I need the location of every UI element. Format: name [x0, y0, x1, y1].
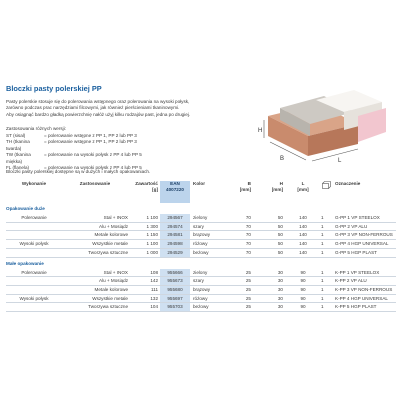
- cell-b: 25: [223, 269, 253, 277]
- cell-wykonanie: [6, 277, 62, 286]
- b-dimension-label: B: [280, 156, 285, 162]
- cell-wykonanie: [6, 248, 62, 257]
- cell-ean: 955673: [160, 277, 190, 286]
- cell-zawartosc: 1 300: [130, 222, 160, 231]
- cell-wykonanie: [6, 285, 62, 294]
- variant-code: ST (sisal): [6, 133, 26, 138]
- cell-l: 90: [285, 294, 321, 303]
- variant-code: TH (tkanina twarda): [6, 139, 30, 151]
- intro-text: [6, 99, 216, 118]
- section-heading: Małe opakowanie: [6, 260, 44, 266]
- cell-oznaczenie: K-PP 4 HGP UNIVERSAL: [331, 294, 396, 303]
- cell-wykonanie: [6, 222, 62, 231]
- col-header-text: EAN: [170, 181, 180, 186]
- cell-b: 25: [223, 303, 253, 312]
- cell-b: 70: [223, 231, 253, 240]
- cell-ean: 294574: [160, 222, 190, 231]
- variant-text: = polerowanie na wysoki połysk z PP 4 lub PP 5: [44, 165, 142, 171]
- cell-h: 30: [253, 269, 285, 277]
- col-header-b: [223, 181, 253, 203]
- cell-zawartosc: 1 100: [130, 240, 160, 249]
- table-row: [6, 248, 396, 257]
- cell-h: 30: [253, 285, 285, 294]
- col-header-box: [321, 181, 331, 203]
- cell-oznaczenie: G-PP 2 VP ALU: [331, 222, 396, 231]
- cell-zawartosc: 111: [130, 285, 160, 294]
- cell-h: 50: [253, 214, 285, 222]
- cell-box: 1: [321, 269, 331, 277]
- intro-line: Pasty polerskie stosuje się do polerowania wstępnego oraz polerowania na wysoki połysk,: [6, 99, 190, 104]
- cell-zastosowanie: Metale kolorowe: [62, 285, 130, 294]
- cell-oznaczenie: G-PP 1 VP STEELOX: [331, 214, 396, 222]
- page-title: Bloczki pasty polerskiej PP: [6, 84, 102, 93]
- col-header-unit: [g]: [152, 187, 158, 192]
- variant-item: [6, 139, 142, 152]
- cell-zawartosc: 142: [130, 277, 160, 286]
- col-header-ean: [160, 181, 190, 203]
- cell-zastosowanie: Stal + INOX: [62, 269, 130, 277]
- cell-h: 30: [253, 277, 285, 286]
- cell-b: 25: [223, 285, 253, 294]
- table-row: [6, 303, 396, 312]
- cell-l: 140: [285, 222, 321, 231]
- col-header-zastosowanie: Zastosowanie: [79, 181, 111, 186]
- col-header-l: [285, 181, 321, 203]
- col-header-text: Zawartość: [135, 181, 158, 186]
- cell-box: 1: [321, 231, 331, 240]
- cell-box: 1: [321, 277, 331, 286]
- cell-zastosowanie: Wszystkie metale: [62, 240, 130, 249]
- variant-code: TW (tkanina miękka): [6, 152, 31, 164]
- table-row: [6, 240, 396, 249]
- col-header-h: [253, 181, 285, 203]
- cell-kolor: szary: [190, 277, 223, 286]
- cell-zawartosc: 108: [130, 269, 160, 277]
- cell-oznaczenie: K-PP 1 VP STEELOX: [331, 269, 396, 277]
- cell-zastosowanie: Alu + Mosiądz: [62, 222, 130, 231]
- col-header-sub: 4007220: [166, 187, 184, 192]
- table-row: [6, 269, 396, 277]
- cell-ean: 955666: [160, 269, 190, 277]
- section-heading: Opakowanie duże: [6, 206, 45, 211]
- col-header-zawartosc: [130, 181, 160, 203]
- variants-title: Zastosowania różnych wersji:: [6, 126, 66, 131]
- table-row: [6, 222, 396, 231]
- cell-ean: 955703: [160, 303, 190, 312]
- cell-l: 140: [285, 231, 321, 240]
- cell-wykonanie: Wysoki połysk: [6, 240, 62, 249]
- cell-ean: 294598: [160, 240, 190, 249]
- cell-l: 90: [285, 277, 321, 286]
- col-header-unit: [mm]: [239, 187, 251, 192]
- section-heading-row: [6, 257, 396, 269]
- cell-b: 70: [223, 240, 253, 249]
- cell-box: 1: [321, 285, 331, 294]
- cell-kolor: różowy: [190, 240, 223, 249]
- cell-box: 1: [321, 248, 331, 257]
- section-heading-row: [6, 203, 396, 214]
- cell-oznaczenie: K-PP 5 HGP PLAST: [331, 303, 396, 312]
- table-row: [6, 214, 396, 222]
- table-row: [6, 231, 396, 240]
- table-body: [6, 203, 396, 312]
- cell-kolor: beżowy: [190, 248, 223, 257]
- cell-oznaczenie: G-PP 4 HGP UNIVERSAL: [331, 240, 396, 249]
- cell-zawartosc: 1 000: [130, 248, 160, 257]
- cell-h: 50: [253, 231, 285, 240]
- variants-list: [6, 133, 142, 171]
- variant-code: FL (flanela): [6, 165, 30, 171]
- cell-wykonanie: Polerowanie: [6, 214, 62, 222]
- cell-l: 90: [285, 269, 321, 277]
- box-icon: [322, 181, 331, 189]
- cell-kolor: różowy: [190, 294, 223, 303]
- intro-line: Aby osiągnąć bardzo gładką powierzchnię nałóż użyj kilku rodzajów past, jedna po drugiej.: [6, 111, 191, 117]
- cell-ean: 294581: [160, 231, 190, 240]
- cell-h: 30: [253, 294, 285, 303]
- cell-oznaczenie: G-PP 5 HGP PLAST: [331, 248, 396, 257]
- cell-zastosowanie: Tworzywa sztuczne: [62, 303, 130, 312]
- cell-oznaczenie: K-PP 3 VP NON-FERROUS: [331, 285, 396, 294]
- cell-zawartosc: 104: [130, 303, 160, 312]
- cell-wykonanie: [6, 231, 62, 240]
- col-header-text: B: [247, 181, 251, 186]
- cell-zastosowanie: Wszystkie metale: [62, 294, 130, 303]
- cell-b: 70: [223, 222, 253, 231]
- cell-l: 140: [285, 240, 321, 249]
- cell-oznaczenie: K-PP 2 VP ALU: [331, 277, 396, 286]
- cell-ean: 955697: [160, 294, 190, 303]
- col-header-wykonanie: Wykonanie: [21, 181, 47, 186]
- intro-line: zarówno podczas prac narzędziami filcowymi, jak również pierścieniami tkaninowymi.: [6, 105, 180, 111]
- cell-h: 30: [253, 303, 285, 312]
- variant-text: = polerowanie na wysoki połysk z PP 4 lub PP 5: [44, 152, 142, 158]
- cell-kolor: zielony: [190, 269, 223, 277]
- col-header-text: H: [279, 181, 283, 186]
- cell-zawartosc: 1 100: [130, 214, 160, 222]
- cell-ean: 294567: [160, 214, 190, 222]
- paste-blocks-image: [258, 86, 392, 166]
- cell-kolor: zielony: [190, 214, 223, 222]
- availability-note: Bloczki pasty polerskiej dostępne są w dużych i małych opakowaniach.: [6, 169, 151, 174]
- h-dimension-label: H: [258, 128, 263, 134]
- cell-h: 50: [253, 248, 285, 257]
- cell-box: 1: [321, 240, 331, 249]
- cell-wykonanie: [6, 303, 62, 312]
- cell-kolor: beżowy: [190, 303, 223, 312]
- cell-b: 70: [223, 214, 253, 222]
- cell-zastosowanie: Alu + Mosiądz: [62, 277, 130, 286]
- cell-ean: 294529: [160, 248, 190, 257]
- cell-box: 1: [321, 303, 331, 312]
- cell-kolor: brązowy: [190, 231, 223, 240]
- cell-b: 25: [223, 277, 253, 286]
- cell-b: 25: [223, 294, 253, 303]
- cell-zastosowanie: Tworzywa sztuczne: [62, 248, 130, 257]
- cell-zastosowanie: Metale kolorowe: [62, 231, 130, 240]
- cell-h: 50: [253, 240, 285, 249]
- table-header-row: [6, 181, 396, 203]
- cell-kolor: szary: [190, 222, 223, 231]
- cell-b: 70: [223, 248, 253, 257]
- cell-l: 90: [285, 285, 321, 294]
- table-row: [6, 277, 396, 286]
- col-header-oznaczenie: Oznaczenie: [335, 181, 361, 186]
- cell-wykonanie: Wysoki połysk: [6, 294, 62, 303]
- col-header-unit: [mm]: [297, 187, 309, 192]
- product-table-wrap: [6, 181, 396, 312]
- variant-text: = polerowanie wstępne z PP 1, PP 2 lub PP 3: [44, 139, 137, 145]
- cell-wykonanie: Polerowanie: [6, 269, 62, 277]
- cell-zawartosc: 132: [130, 294, 160, 303]
- table-row: [6, 285, 396, 294]
- product-table: [6, 181, 396, 312]
- l-dimension-label: L: [338, 158, 342, 164]
- variant-text: = polerowanie wstępne z PP 1, PP 2 lub PP 3: [44, 133, 137, 138]
- cell-l: 140: [285, 248, 321, 257]
- cell-kolor: brązowy: [190, 285, 223, 294]
- table-row: [6, 294, 396, 303]
- cell-l: 90: [285, 303, 321, 312]
- cell-zastosowanie: Stal + INOX: [62, 214, 130, 222]
- cell-oznaczenie: G-PP 3 VP NON-FERROUS: [331, 231, 396, 240]
- col-header-text: L: [301, 181, 305, 186]
- col-header-kolor: Kolor: [193, 181, 205, 186]
- cell-box: 1: [321, 294, 331, 303]
- cell-box: 1: [321, 222, 331, 231]
- variant-item: [6, 152, 142, 165]
- cell-l: 140: [285, 214, 321, 222]
- cell-ean: 955680: [160, 285, 190, 294]
- cell-h: 50: [253, 222, 285, 231]
- cell-box: 1: [321, 214, 331, 222]
- col-header-unit: [mm]: [271, 187, 283, 192]
- cell-zawartosc: 1 150: [130, 231, 160, 240]
